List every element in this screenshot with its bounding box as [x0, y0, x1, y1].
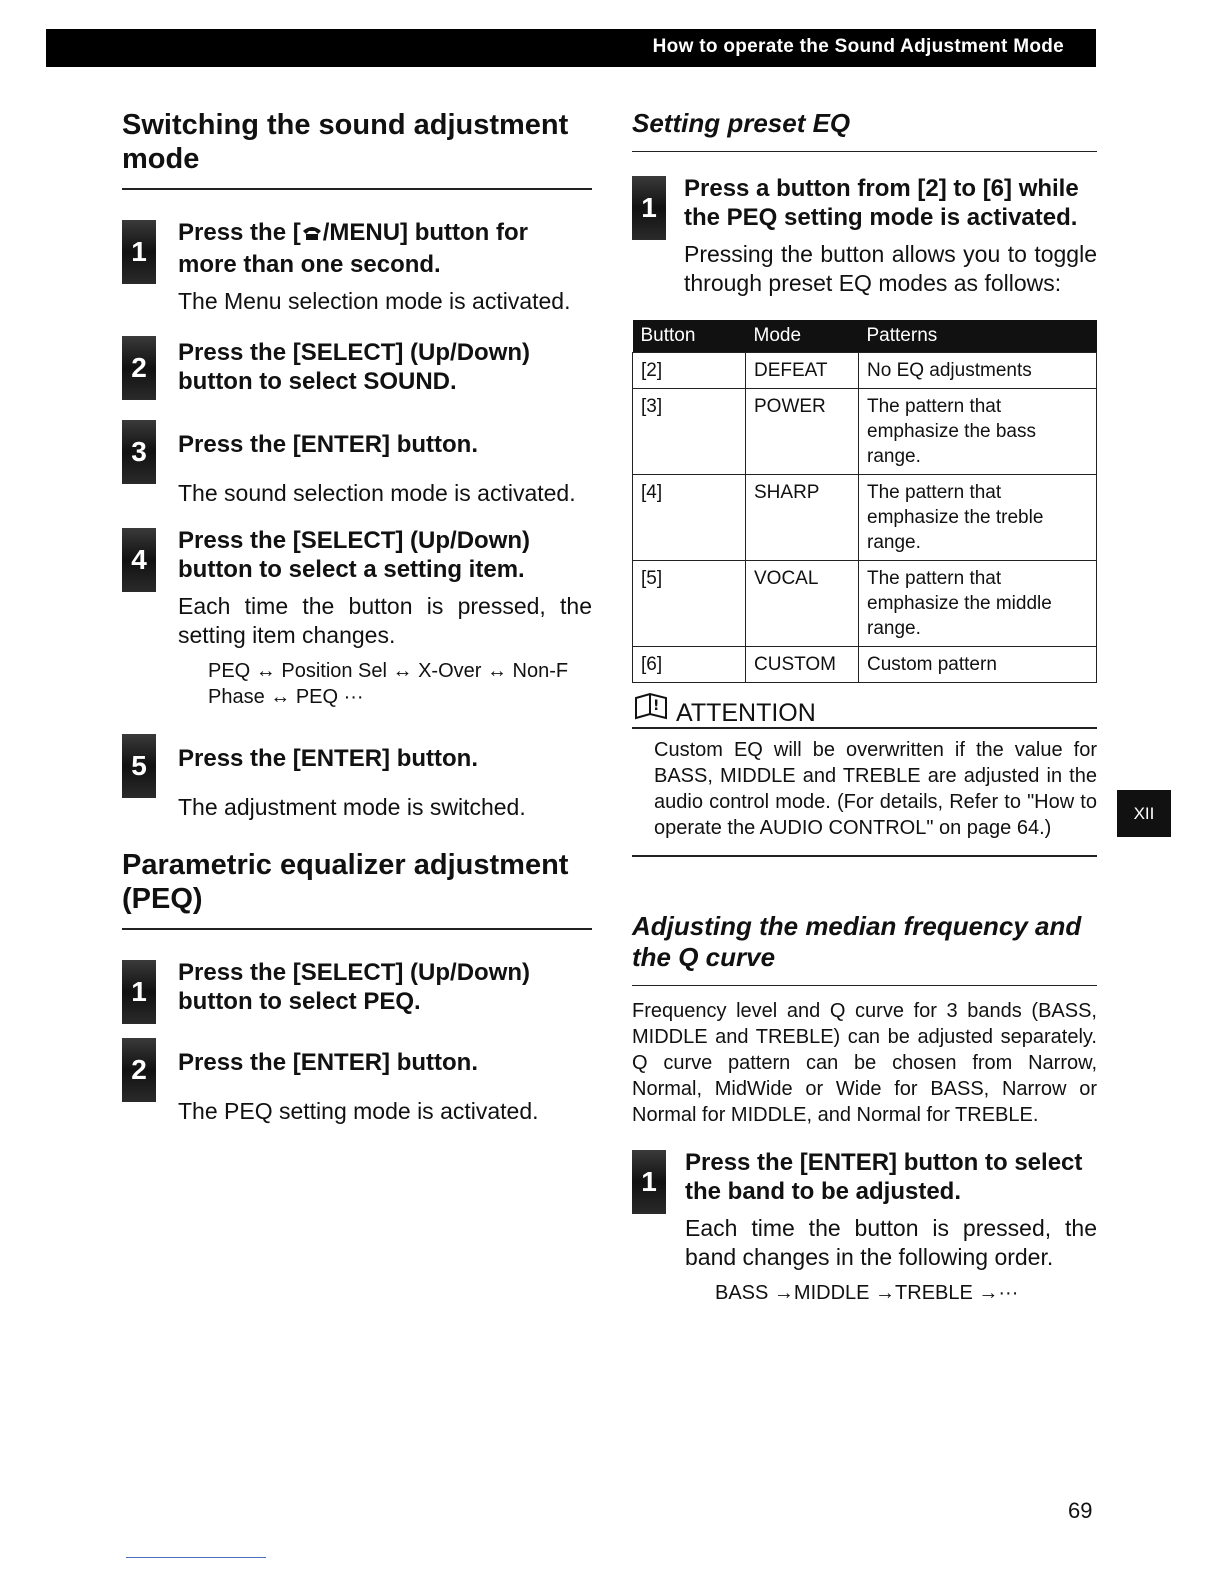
step-number: 1: [632, 176, 666, 240]
table-row: [633, 353, 1097, 389]
table-cell: [6]: [633, 647, 746, 683]
step-description: The sound selection mode is activated.: [178, 480, 576, 506]
step-description: The adjustment mode is switched.: [178, 794, 526, 820]
right-column: [632, 108, 1097, 1306]
column-header: Button: [633, 320, 746, 353]
table-cell: VOCAL: [746, 561, 859, 647]
table-cell: [3]: [633, 389, 746, 475]
step-description: Each time the button is pressed, the band changes in the following order.: [685, 1215, 1097, 1270]
step-number: 2: [122, 1038, 156, 1102]
table-cell: [2]: [633, 353, 746, 389]
step-number: 2: [122, 336, 156, 400]
header-bar: [46, 29, 1096, 67]
step-number: 4: [122, 528, 156, 592]
table-cell: CUSTOM: [746, 647, 859, 683]
step-1-menu: [122, 218, 592, 316]
table-cell: POWER: [746, 389, 859, 475]
step-description: The PEQ setting mode is activated.: [178, 1098, 539, 1124]
step-number: 5: [122, 734, 156, 798]
step-5-enter: [122, 732, 592, 822]
preset-eq-table: [632, 320, 1097, 683]
step-number: 1: [632, 1150, 666, 1214]
step-title: Press the [SELECT] (Up/Down) button to select PEQ.: [178, 959, 531, 1015]
section-title-median-frequency: Adjusting the median frequency and the Q curve: [632, 911, 1097, 986]
section-title-peq: Parametric equalizer adjustment (PEQ): [122, 848, 592, 930]
page-number: 69: [1068, 1498, 1093, 1523]
step-title: Press the [SELECT] (Up/Down) button to select a setting item.: [178, 527, 531, 583]
table-cell: The pattern that emphasize the treble range.: [859, 475, 1097, 561]
chapter-tab: XII: [1117, 790, 1171, 837]
header-title: How to operate the Sound Adjustment Mode: [652, 36, 1064, 57]
step-1-select-peq: [122, 958, 592, 1016]
step-title: Press the [ENTER] button.: [178, 745, 479, 772]
attention-book-icon: [632, 688, 672, 727]
step-sequence: BASS →MIDDLE →TREBLE →···: [715, 1282, 1019, 1304]
step-number: 1: [122, 220, 156, 284]
table-cell: [5]: [633, 561, 746, 647]
table-row: [633, 647, 1097, 683]
attention-label: ATTENTION: [676, 699, 816, 727]
table-cell: The pattern that emphasize the bass range.: [859, 389, 1097, 475]
left-column: [122, 108, 592, 1126]
step-title: Press a button from [2] to [6] while the PEQ setting mode is activated.: [684, 175, 1079, 231]
table-cell: [4]: [633, 475, 746, 561]
table-cell: Custom pattern: [859, 647, 1097, 683]
step-1-preset-button: [632, 174, 1097, 298]
svg-text:!: !: [653, 698, 660, 714]
step-title: Press the [ENTER] button.: [178, 1049, 479, 1076]
step-1-select-band: [632, 1148, 1097, 1306]
column-header: Mode: [746, 320, 859, 353]
step-description: The Menu selection mode is activated.: [178, 288, 571, 314]
table-cell: DEFEAT: [746, 353, 859, 389]
attention-box: [632, 693, 1097, 857]
step-number: 1: [122, 960, 156, 1024]
step-4-select-item: [122, 526, 592, 710]
table-cell: No EQ adjustments: [859, 353, 1097, 389]
step-title: Press the [ /MENU] button for more than one second.: [178, 219, 528, 278]
step-title: Press the [ENTER] button to select the band to be adjusted.: [685, 1149, 1083, 1205]
footer-divider: [126, 1557, 266, 1558]
table-row: [633, 561, 1097, 647]
table-cell: The pattern that emphasize the middle range.: [859, 561, 1097, 647]
section-title-switching: Switching the sound adjustment mode: [122, 108, 592, 190]
table-row: [633, 475, 1097, 561]
attention-text: Custom EQ will be overwritten if the value for BASS, MIDDLE and TREBLE are adjusted in the audio control mode. (For details, Refer to "How to operate the AUDIO CONTROL" on page 64.): [632, 729, 1097, 857]
step-description: Pressing the button allows you to toggle through preset EQ modes as follows:: [684, 241, 1097, 296]
step-2-select-sound: [122, 334, 592, 396]
table-cell: SHARP: [746, 475, 859, 561]
section-title-preset-eq: Setting preset EQ: [632, 108, 1097, 152]
step-sequence: PEQ ↔ Position Sel ↔ X-Over ↔ Non-F Phase ↔ PEQ ···: [208, 660, 569, 708]
step-2-enter-peq: [122, 1036, 592, 1126]
attention-header: [632, 693, 1097, 729]
step-title: Press the [SELECT] (Up/Down) button to select SOUND.: [178, 339, 531, 395]
phone-icon: [301, 221, 323, 250]
step-number: 3: [122, 420, 156, 484]
step-3-enter: [122, 418, 592, 508]
frequency-paragraph: Frequency level and Q curve for 3 bands (BASS, MIDDLE and TREBLE) can be adjusted separately. Q curve pattern can be chosen from Narrow, Normal, MidWide or Wide for BASS, Narrow or Normal for MIDDLE, and Normal for TREBLE.: [632, 1000, 1097, 1126]
column-header: Patterns: [859, 320, 1097, 353]
table-header-row: [633, 320, 1097, 353]
step-title: Press the [ENTER] button.: [178, 431, 479, 458]
table-row: [633, 389, 1097, 475]
step-description: Each time the button is pressed, the setting item changes.: [178, 593, 592, 648]
